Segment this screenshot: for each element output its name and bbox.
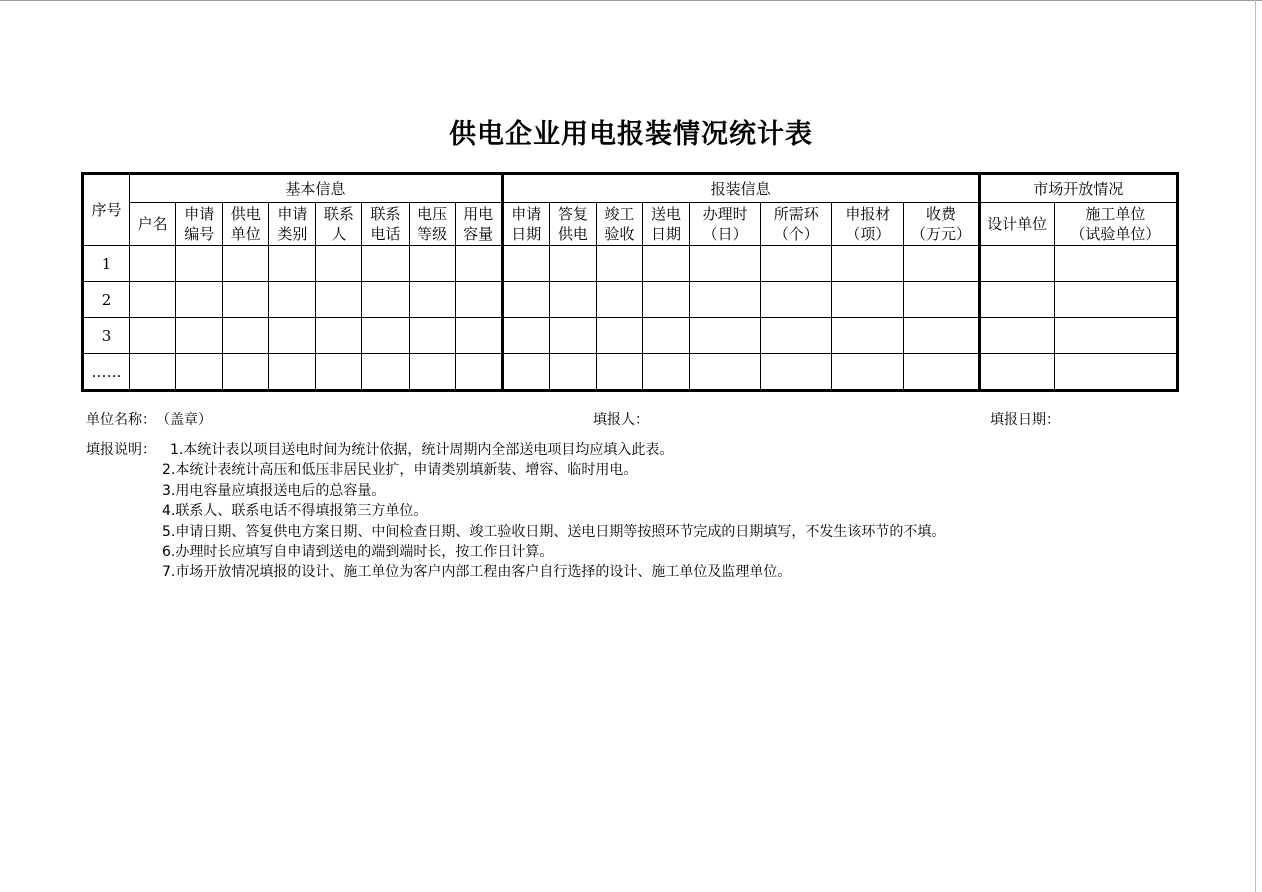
group-basic-info: 基本信息 [130, 174, 503, 203]
instruction-item: 5.申请日期、答复供电方案日期、中间检查日期、竣工验收日期、送电日期等按照环节完成的日期填写，不发生该环节的不填。 [162, 523, 946, 540]
page-top-border [0, 0, 1262, 1]
col-header: 答复 供电 [549, 203, 596, 246]
empty-cell[interactable] [130, 282, 176, 318]
empty-cell[interactable] [409, 246, 455, 282]
instruction-item: 4.联系人、联系电话不得填报第三方单位。 [162, 503, 428, 520]
empty-cell[interactable] [979, 282, 1054, 318]
empty-cell[interactable] [596, 246, 642, 282]
empty-cell[interactable] [269, 318, 316, 354]
group-market-info: 市场开放情况 [979, 174, 1177, 203]
col-header: 办理时 （日） [690, 203, 761, 246]
empty-cell[interactable] [690, 282, 761, 318]
empty-cell[interactable] [549, 282, 596, 318]
empty-cell[interactable] [269, 282, 316, 318]
empty-cell[interactable] [502, 354, 549, 391]
empty-cell[interactable] [223, 246, 269, 282]
table-row [83, 282, 1178, 318]
empty-cell[interactable] [409, 354, 455, 391]
empty-cell[interactable] [362, 282, 409, 318]
instruction-item: 6.办理时长应填写自申请到送电的端到端时长，按工作日计算。 [162, 544, 554, 561]
empty-cell[interactable] [223, 282, 269, 318]
instruction-item: 1.本统计表以项目送电时间为统计依据，统计周期内全部送电项目均应填入此表。 [170, 442, 674, 458]
empty-cell[interactable] [904, 354, 979, 391]
empty-cell[interactable] [642, 246, 689, 282]
empty-cell[interactable] [832, 246, 904, 282]
seq-header: 序号 [83, 174, 130, 246]
empty-cell[interactable] [549, 246, 596, 282]
empty-cell[interactable] [316, 318, 362, 354]
empty-cell[interactable] [832, 318, 904, 354]
empty-cell[interactable] [761, 282, 832, 318]
col-header: 申请 日期 [502, 203, 549, 246]
empty-cell[interactable] [1054, 318, 1177, 354]
empty-cell[interactable] [362, 246, 409, 282]
empty-cell[interactable] [642, 354, 689, 391]
col-header: 施工单位 （试验单位） [1054, 203, 1177, 246]
empty-cell[interactable] [455, 246, 502, 282]
empty-cell[interactable] [176, 318, 223, 354]
empty-cell[interactable] [176, 246, 223, 282]
empty-cell[interactable] [130, 354, 176, 391]
empty-cell[interactable] [761, 354, 832, 391]
row-number: 2 [83, 282, 130, 318]
empty-cell[interactable] [979, 246, 1054, 282]
empty-cell[interactable] [596, 354, 642, 391]
row-number: 3 [83, 318, 130, 354]
empty-cell[interactable] [761, 246, 832, 282]
col-header: 设计单位 [979, 203, 1054, 246]
empty-cell[interactable] [642, 318, 689, 354]
empty-cell[interactable] [409, 318, 455, 354]
col-header: 所需环 （个） [761, 203, 832, 246]
empty-cell[interactable] [690, 246, 761, 282]
empty-cell[interactable] [904, 318, 979, 354]
empty-cell[interactable] [316, 354, 362, 391]
empty-cell[interactable] [223, 354, 269, 391]
col-header: 用电 容量 [455, 203, 502, 246]
col-header: 申请 编号 [176, 203, 223, 246]
instructions-lead: 填报说明： [86, 442, 156, 458]
row-number: …… [83, 354, 130, 391]
table-row [83, 354, 1178, 391]
empty-cell[interactable] [316, 282, 362, 318]
empty-cell[interactable] [409, 282, 455, 318]
empty-cell[interactable] [1054, 354, 1177, 391]
empty-cell[interactable] [362, 354, 409, 391]
empty-cell[interactable] [690, 354, 761, 391]
empty-cell[interactable] [690, 318, 761, 354]
empty-cell[interactable] [130, 246, 176, 282]
col-header: 收费 （万元） [904, 203, 979, 246]
group-report-info: 报装信息 [502, 174, 979, 203]
col-header: 联系 人 [316, 203, 362, 246]
empty-cell[interactable] [502, 282, 549, 318]
empty-cell[interactable] [176, 354, 223, 391]
col-header: 户名 [130, 203, 176, 246]
fill-date-label: 填报日期： [990, 412, 1060, 428]
empty-cell[interactable] [269, 246, 316, 282]
row-number: 1 [83, 246, 130, 282]
page-title: 供电企业用电报装情况统计表 [449, 119, 813, 150]
empty-cell[interactable] [979, 354, 1054, 391]
col-header: 供电 单位 [223, 203, 269, 246]
empty-cell[interactable] [223, 318, 269, 354]
empty-cell[interactable] [904, 246, 979, 282]
filler-label: 填报人： [593, 412, 649, 428]
empty-cell[interactable] [979, 318, 1054, 354]
empty-cell[interactable] [904, 282, 979, 318]
empty-cell[interactable] [502, 318, 549, 354]
empty-cell[interactable] [455, 354, 502, 391]
col-header: 联系 电话 [362, 203, 409, 246]
col-header: 送电 日期 [642, 203, 689, 246]
col-header: 电压 等级 [409, 203, 455, 246]
empty-cell[interactable] [549, 354, 596, 391]
empty-cell[interactable] [455, 282, 502, 318]
col-header: 申报材 （项） [832, 203, 904, 246]
empty-cell[interactable] [761, 318, 832, 354]
table-row [83, 318, 1178, 354]
instruction-item: 2.本统计表统计高压和低压非居民业扩，申请类别填新装、增容、临时用电。 [162, 462, 638, 479]
empty-cell[interactable] [596, 318, 642, 354]
col-header: 申请 类别 [269, 203, 316, 246]
empty-cell[interactable] [1054, 282, 1177, 318]
empty-cell[interactable] [642, 282, 689, 318]
instruction-item: 7.市场开放情况填报的设计、施工单位为客户内部工程由客户自行选择的设计、施工单位及监理单位。 [162, 564, 792, 581]
empty-cell[interactable] [130, 318, 176, 354]
empty-cell[interactable] [832, 354, 904, 391]
empty-cell[interactable] [362, 318, 409, 354]
empty-cell[interactable] [596, 282, 642, 318]
col-header: 竣工 验收 [596, 203, 642, 246]
table-row [83, 246, 1178, 282]
instruction-item: 3.用电容量应填报送电后的总容量。 [162, 482, 386, 499]
empty-cell[interactable] [1054, 246, 1177, 282]
empty-cell[interactable] [832, 282, 904, 318]
empty-cell[interactable] [176, 282, 223, 318]
empty-cell[interactable] [455, 318, 502, 354]
empty-cell[interactable] [269, 354, 316, 391]
statistics-table [81, 172, 1179, 392]
empty-cell[interactable] [502, 246, 549, 282]
instructions [86, 440, 945, 583]
unit-name-label: 单位名称： （盖章） [86, 412, 212, 428]
empty-cell[interactable] [549, 318, 596, 354]
empty-cell[interactable] [316, 246, 362, 282]
